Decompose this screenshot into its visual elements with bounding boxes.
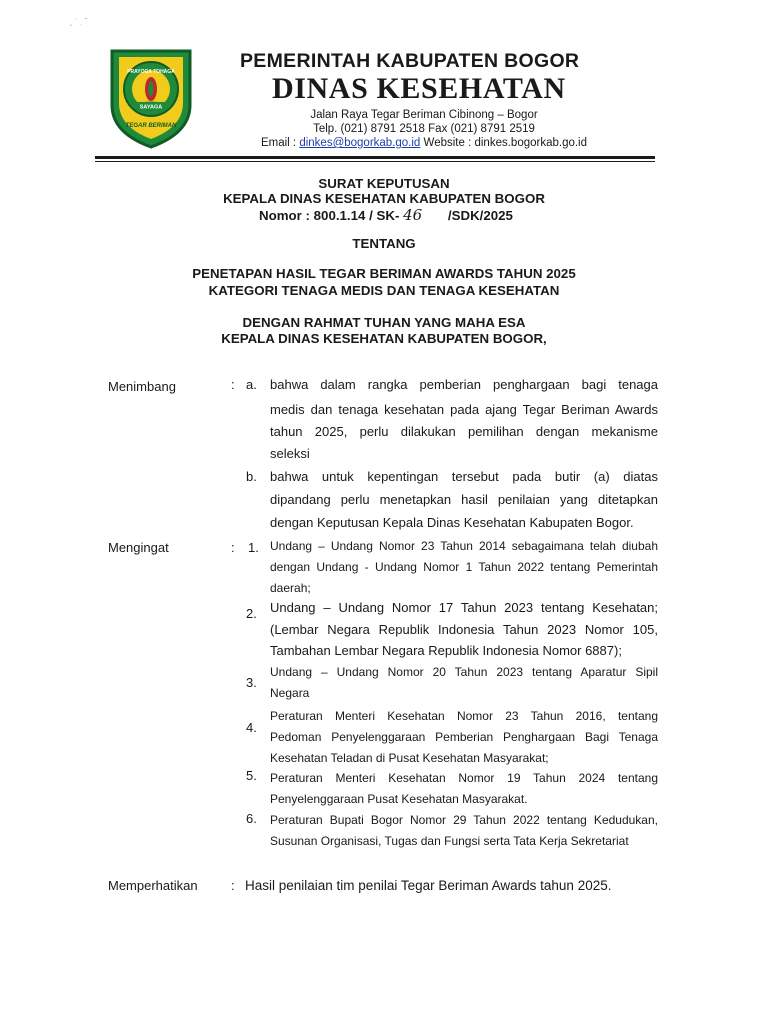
- mengingat-2-line-2: (Lembar Negara Republik Indonesia Tahun 2023 Nomor 105,: [270, 622, 658, 637]
- mengingat-1-line-2: dengan Undang - Undang Nomor 1 Tahun 2022 tentang Pemerintah: [270, 560, 658, 574]
- mengingat-label: Mengingat: [108, 540, 169, 555]
- menimbang-b-line-1: bahwa untuk kepentingan tersebut pada butir (a) diatas: [270, 469, 658, 484]
- subject-line-1: PENETAPAN HASIL TEGAR BERIMAN AWARDS TAHUN 2025: [192, 266, 576, 281]
- mengingat-marker-6: 6.: [246, 811, 257, 826]
- website-label: Website :: [423, 137, 472, 149]
- mengingat-marker-3: 3.: [246, 675, 257, 690]
- number-prefix: Nomor : 800.1.14 / SK-: [259, 208, 400, 223]
- menimbang-b-line-2: dipandang perlu menetapkan hasil penilaian yang ditetapkan: [270, 492, 658, 507]
- mengingat-4-line-2: Pedoman Penyelenggaraan Pemberian Penghargaan Bagi Tenaga: [270, 730, 658, 744]
- mengingat-2-line-3: Tambahan Lembar Negara Republik Indonesia Nomor 6887);: [270, 643, 622, 658]
- government-name: PEMERINTAH KABUPATEN BOGOR: [240, 50, 580, 72]
- menimbang-label: Menimbang: [108, 379, 176, 394]
- scan-marks: ˛ ˈ ˌ ˜: [70, 17, 88, 26]
- mengingat-4-line-3: Kesehatan Teladan di Pusat Kesehatan Masyarakat;: [270, 751, 549, 765]
- number-suffix: /SDK/2025: [447, 208, 513, 223]
- menimbang-a-line-2: medis dan tenaga kesehatan pada ajang Tegar Beriman Awards: [270, 402, 658, 417]
- number-handwritten: 46: [403, 206, 423, 224]
- menimbang-b-line-3: dengan Keputusan Kepala Dinas Kesehatan Kabupaten Bogor.: [270, 515, 634, 530]
- memperhatikan-text: Hasil penilaian tim penilai Tegar Beriman Awards tahun 2025.: [245, 878, 612, 893]
- address-line: Jalan Raya Tegar Beriman Cibinong – Bogor: [310, 109, 538, 121]
- mengingat-colon: :: [231, 540, 235, 555]
- contact-line: [0, 137, 768, 149]
- mengingat-2-line-1: Undang – Undang Nomor 17 Tahun 2023 tentang Kesehatan;: [270, 600, 658, 615]
- mengingat-marker-1: 1.: [248, 540, 259, 555]
- subject-line-2: KATEGORI TENAGA MEDIS DAN TENAGA KESEHATAN: [208, 283, 560, 298]
- mengingat-4-line-1: Peraturan Menteri Kesehatan Nomor 23 Tahun 2016, tentang: [270, 709, 658, 723]
- website-link[interactable]: dinkes.bogorkab.go.id: [474, 137, 588, 149]
- menimbang-marker-a: a.: [246, 377, 257, 392]
- logo-motto-top: PRAYOGA TOHAGA: [127, 69, 175, 75]
- logo-motto-mid: SAYAGA: [139, 104, 163, 111]
- mengingat-marker-2: 2.: [246, 606, 257, 621]
- mengingat-6-line-2: Susunan Organisasi, Tugas dan Fungsi serta Tata Kerja Sekretariat: [270, 834, 629, 848]
- mengingat-3-line-2: Negara: [270, 686, 310, 700]
- memperhatikan-colon: :: [231, 878, 235, 893]
- mengingat-marker-5: 5.: [246, 768, 257, 783]
- email-link[interactable]: dinkes@bogorkab.go.id: [299, 137, 421, 149]
- mengingat-6-line-1: Peraturan Bupati Bogor Nomor 29 Tahun 2022 tentang Kedudukan,: [270, 813, 658, 827]
- mengingat-marker-4: 4.: [246, 720, 257, 735]
- mengingat-1-line-3: daerah;: [270, 581, 311, 595]
- mengingat-5-line-1: Peraturan Menteri Kesehatan Nomor 19 Tahun 2024 tentang: [270, 771, 658, 785]
- logo-motto-bottom: TEGAR BERIMAN: [125, 123, 177, 129]
- mengingat-5-line-2: Penyelenggaraan Pusat Kesehatan Masyarakat.: [270, 792, 528, 806]
- mengingat-1-line-1: Undang – Undang Nomor 23 Tahun 2014 sebagaimana telah diubah: [270, 539, 658, 553]
- menimbang-a-line-1: bahwa dalam rangka pemberian penghargaan bagi tenaga: [270, 377, 658, 392]
- bogor-regency-emblem: [104, 47, 198, 151]
- about-heading: TENTANG: [352, 236, 416, 251]
- letterhead-divider-thin: [95, 161, 655, 162]
- blessing-line-2: KEPALA DINAS KESEHATAN KABUPATEN BOGOR,: [221, 331, 547, 346]
- menimbang-a-line-4: seleksi: [270, 446, 310, 461]
- menimbang-marker-b: b.: [246, 469, 257, 484]
- blessing-line-1: DENGAN RAHMAT TUHAN YANG MAHA ESA: [242, 315, 526, 330]
- phone-line: Telp. (021) 8791 2518 Fax (021) 8791 2519: [313, 123, 535, 135]
- letterhead-divider-thick: [95, 156, 655, 159]
- email-label: Email :: [260, 137, 297, 149]
- document-number: [259, 206, 513, 224]
- mengingat-3-line-1: Undang – Undang Nomor 20 Tahun 2023 tentang Aparatur Sipil: [270, 665, 658, 679]
- menimbang-a-line-3: tahun 2025, perlu dilakukan pemilihan dengan mekanisme: [270, 424, 658, 439]
- memperhatikan-label: Memperhatikan: [108, 878, 198, 893]
- menimbang-colon: :: [231, 377, 235, 392]
- department-name: DINAS KESEHATAN: [272, 72, 566, 105]
- issuer-title: KEPALA DINAS KESEHATAN KABUPATEN BOGOR: [223, 191, 545, 206]
- document-type: SURAT KEPUTUSAN: [318, 176, 450, 191]
